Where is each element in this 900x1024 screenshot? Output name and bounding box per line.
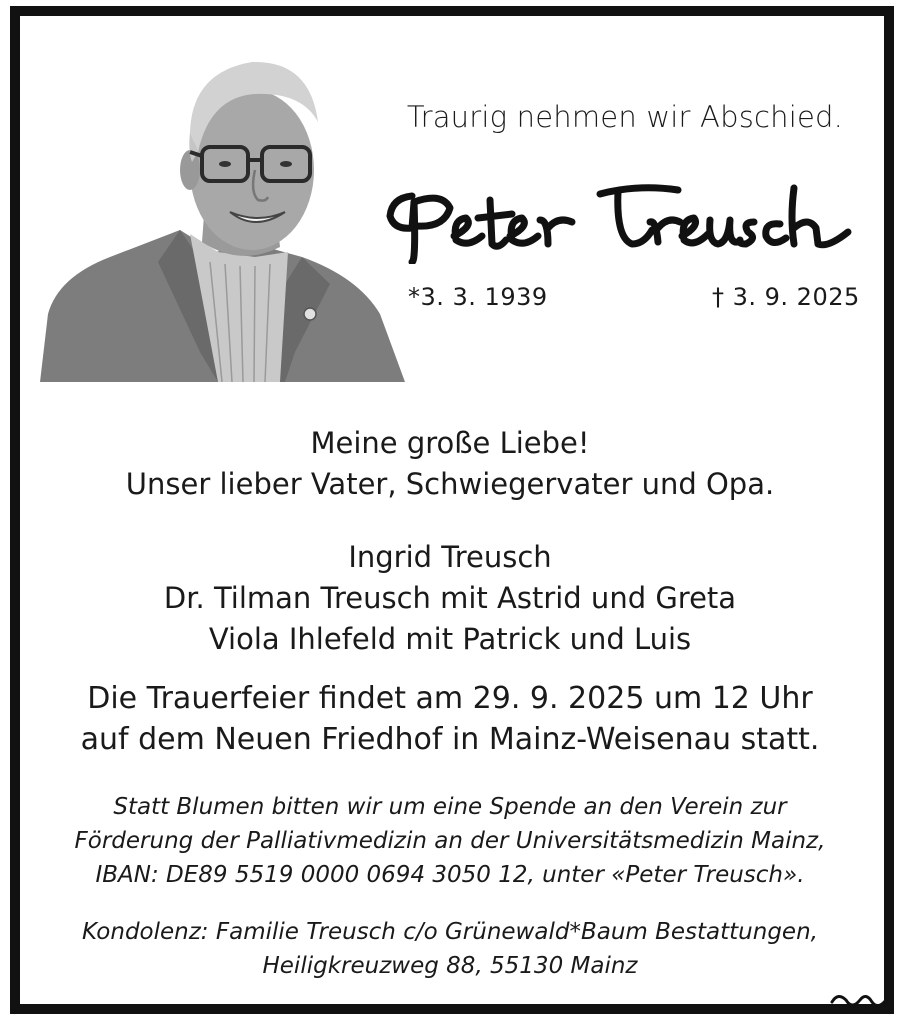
- birth-date: *3. 3. 1939: [408, 283, 548, 311]
- text-line: Die Trauerfeier findet am 29. 9. 2025 um 12 Uhr: [87, 681, 813, 716]
- intro-text: Traurig nehmen wir Abschied.: [406, 100, 844, 134]
- text-line: Heiligkreuzweg 88, 55130 Mainz: [262, 953, 638, 979]
- family-list: [30, 537, 870, 660]
- death-date: † 3. 9. 2025: [712, 283, 860, 311]
- decorative-flourish-icon: [828, 988, 892, 1016]
- funeral-info: [30, 678, 870, 760]
- text-line: Kondolenz: Familie Treusch c/o Grünewald*Baum Bestattungen,: [82, 919, 818, 945]
- text-line: auf dem Neuen Friedhof in Mainz-Weisenau statt.: [80, 722, 820, 757]
- name-signature: [382, 178, 862, 264]
- family-member: Viola Ihlefeld mit Patrick und Luis: [208, 622, 692, 656]
- family-member: Ingrid Treusch: [348, 540, 552, 574]
- text-line: Unser lieber Vater, Schwiegervater und Opa.: [125, 467, 775, 501]
- condolence-info: [30, 915, 870, 983]
- portrait-photo: [40, 52, 405, 382]
- text-line: Förderung der Palliativmedizin an der Universitätsmedizin Mainz,: [74, 828, 826, 854]
- donation-info: [30, 790, 870, 892]
- text-line: IBAN: DE89 5519 0000 0694 3050 12, unter «Peter Treusch».: [95, 862, 805, 888]
- family-member: Dr. Tilman Treusch mit Astrid und Greta: [163, 581, 737, 615]
- text-line: Statt Blumen bitten wir um eine Spende an den Verein zur: [113, 794, 787, 820]
- text-line: Meine große Liebe!: [310, 426, 590, 460]
- love-message: [30, 423, 870, 505]
